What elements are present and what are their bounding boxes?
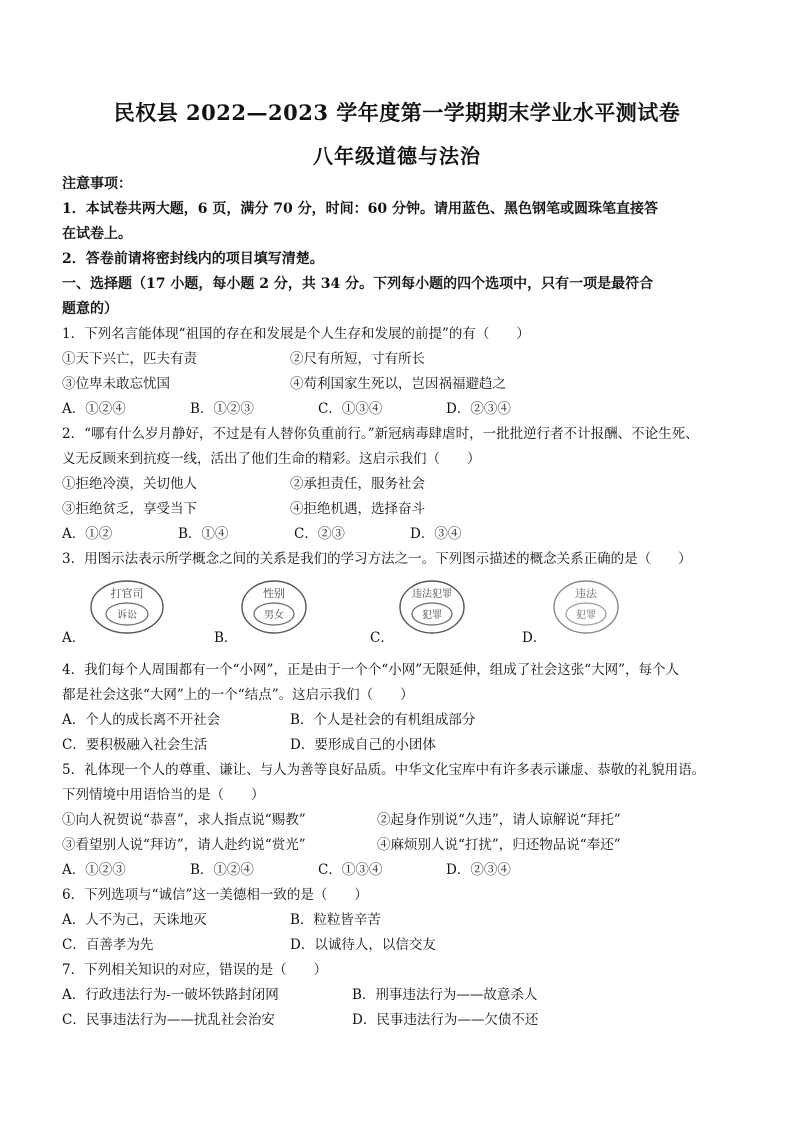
question-5-statements-row2 xyxy=(62,833,742,858)
q2-option-b[interactable]: B．①④ xyxy=(178,526,229,542)
q5-option-a[interactable]: A．①②③ xyxy=(62,862,126,878)
q6-option-c[interactable]: C．百善孝为先 xyxy=(62,937,154,953)
q3-figure-b xyxy=(238,578,310,636)
q2-statement-2: ②承担责任，服务社会 xyxy=(290,476,425,492)
q3-figure-c xyxy=(396,578,468,636)
q4-option-b[interactable]: B．个人是社会的有机组成部分 xyxy=(290,712,476,728)
question-3-figures xyxy=(62,574,742,658)
q5-statement-3: ③看望别人说“拜访”，请人赴约说“赏光” xyxy=(62,837,306,853)
q7-option-b[interactable]: B．刑事违法行为——故意杀人 xyxy=(352,987,538,1003)
question-2-stem: 2．“哪有什么岁月静好，不过是有人替你负重前行。”新冠病毒肆虐时，一批批逆行者不计报酬、不论生死、 xyxy=(62,426,699,442)
q1-option-c[interactable]: C．①③④ xyxy=(318,401,383,417)
q6-option-a[interactable]: A．人不为己，天诛地灭 xyxy=(62,912,207,928)
q1-statement-1: ①天下兴亡，匹夫有责 xyxy=(62,351,197,367)
q5-statement-4: ④麻烦别人说“打扰”，归还物品说“奉还” xyxy=(377,837,621,853)
question-1-statements-row2 xyxy=(62,372,742,397)
q3-option-b-label: B． xyxy=(214,630,238,646)
q1-option-a[interactable]: A．①②④ xyxy=(62,401,126,417)
question-1-stem: 1．下列名言能体现“祖国的存在和发展是个人生存和发展的前提”的有（ ） xyxy=(62,326,530,342)
section-heading: 一、选择题（17 小题，每小题 2 分，共 34 分。下列每小题的四个选项中，只有一项是最符合 xyxy=(62,276,654,292)
question-5-stem: 5．礼体现一个人的尊重、谦让、与人为善等良好品质。中华文化宝库中有许多表示谦虚、恭敬的礼貌用语。 xyxy=(62,762,706,778)
q7-option-c[interactable]: C．民事违法行为——扰乱社会治安 xyxy=(62,1012,275,1028)
question-7-options-row2 xyxy=(62,1008,742,1033)
question-6-options-row2 xyxy=(62,933,742,958)
q2-option-c[interactable]: C．②③ xyxy=(294,526,345,542)
q5-option-c[interactable]: C．①③④ xyxy=(318,862,383,878)
notice-item-2: 2．答卷前请将密封线内的项目填写清楚。 xyxy=(62,251,324,267)
q5-statement-2: ②起身作别说“久违”，请人谅解说“拜托” xyxy=(377,812,621,828)
question-1-statements-row1 xyxy=(62,347,742,372)
q4-option-c[interactable]: C．要积极融入社会生活 xyxy=(62,737,208,753)
q3-b-inner-label: 男女 xyxy=(264,610,284,621)
question-4-stem: 4．我们每个人周围都有一个“小网”，正是由于一个个“小网”无限延伸，组成了社会这张“大网”，每个人 xyxy=(62,662,679,678)
question-4-options-row2 xyxy=(62,733,742,758)
q2-statement-1: ①拒绝冷漠，关切他人 xyxy=(62,476,197,492)
q3-b-outer-label: 性别 xyxy=(263,587,285,600)
question-2-options xyxy=(62,522,742,547)
q4-option-a[interactable]: A．个人的成长离不开社会 xyxy=(62,712,221,728)
q4-option-d[interactable]: D．要形成自己的小团体 xyxy=(290,737,436,753)
q3-d-outer-label: 违法 xyxy=(575,587,597,600)
q3-option-a-label: A． xyxy=(62,630,86,646)
q3-c-outer-label: 违法犯罪 xyxy=(412,589,452,600)
q3-figure-a xyxy=(88,578,166,636)
question-7-options-row1 xyxy=(62,983,742,1008)
question-2-stem-cont: 义无反顾来到抗疫一线，活出了他们生命的精彩。这启示我们（ ） xyxy=(62,451,481,467)
q2-option-a[interactable]: A．①② xyxy=(62,526,113,542)
q6-option-b[interactable]: B．粒粒皆辛苦 xyxy=(290,912,381,928)
question-5-options xyxy=(62,858,742,883)
exam-content xyxy=(62,172,742,1033)
q7-option-d[interactable]: D．民事违法行为——欠债不还 xyxy=(352,1012,539,1028)
question-4-options-row1 xyxy=(62,708,742,733)
q3-d-inner-label: 犯罪 xyxy=(576,610,596,621)
q6-option-d[interactable]: D．以诚待人，以信交友 xyxy=(290,937,436,953)
exam-subject: 八年级道德与法治 xyxy=(313,144,481,168)
question-7-stem: 7．下列相关知识的对应，错误的是（ ） xyxy=(62,962,328,978)
q5-option-b[interactable]: B．①②④ xyxy=(190,862,254,878)
q1-statement-4: ④苟利国家生死以，岂因祸福避趋之 xyxy=(290,376,506,392)
q2-option-d[interactable]: D．③④ xyxy=(410,526,462,542)
q1-statement-3: ③位卑未敢忘忧国 xyxy=(62,376,170,392)
question-6-stem: 6．下列选项与“诚信”这一美德相一致的是（ ） xyxy=(62,887,368,903)
question-2-statements-row1 xyxy=(62,472,742,497)
q3-option-d-label: D． xyxy=(522,630,547,646)
question-1-options xyxy=(62,397,742,422)
q1-statement-2: ②尺有所短，寸有所长 xyxy=(290,351,425,367)
notice-heading: 注意事项： xyxy=(62,176,132,192)
q3-a-inner-label: 诉讼 xyxy=(117,610,137,621)
q1-option-d[interactable]: D．②③④ xyxy=(446,401,511,417)
notice-item-1: 1．本试卷共两大题，6 页，满分 70 分，时间：60 分钟。请用蓝色、黑色钢笔或圆珠笔直接答 xyxy=(62,201,658,217)
q3-figure-d xyxy=(550,578,622,636)
q1-option-b[interactable]: B．①②③ xyxy=(190,401,254,417)
question-3-stem: 3．用图示法表示所学概念之间的关系是我们的学习方法之一。下列图示描述的概念关系正确的是（ ） xyxy=(62,551,692,567)
q7-option-a[interactable]: A．行政违法行为-一破坏铁路封闭网 xyxy=(62,987,279,1003)
q2-statement-4: ④拒绝机遇，选择奋斗 xyxy=(290,501,425,517)
question-5-stem-cont: 下列情境中用语恰当的是（ ） xyxy=(62,787,265,803)
notice-item-1-cont: 在试卷上。 xyxy=(62,226,132,242)
question-6-options-row1 xyxy=(62,908,742,933)
question-4-stem-cont: 都是社会这张“大网”上的一个“结点”。这启示我们（ ） xyxy=(62,687,414,703)
q3-option-c-label: C． xyxy=(370,630,394,646)
question-5-statements-row1 xyxy=(62,808,742,833)
q3-c-inner-label: 犯罪 xyxy=(422,610,442,621)
section-heading-cont: 题意的） xyxy=(62,301,118,317)
exam-title: 民权县 2022—2023 学年度第一学期期末学业水平测试卷 xyxy=(113,100,681,125)
q5-statement-1: ①向人祝贺说“恭喜”，求人指点说“赐教” xyxy=(62,812,306,828)
q3-a-outer-label: 打官司 xyxy=(110,587,144,600)
q2-statement-3: ③拒绝贫乏，享受当下 xyxy=(62,501,197,517)
q5-option-d[interactable]: D．②③④ xyxy=(446,862,511,878)
question-2-statements-row2 xyxy=(62,497,742,522)
